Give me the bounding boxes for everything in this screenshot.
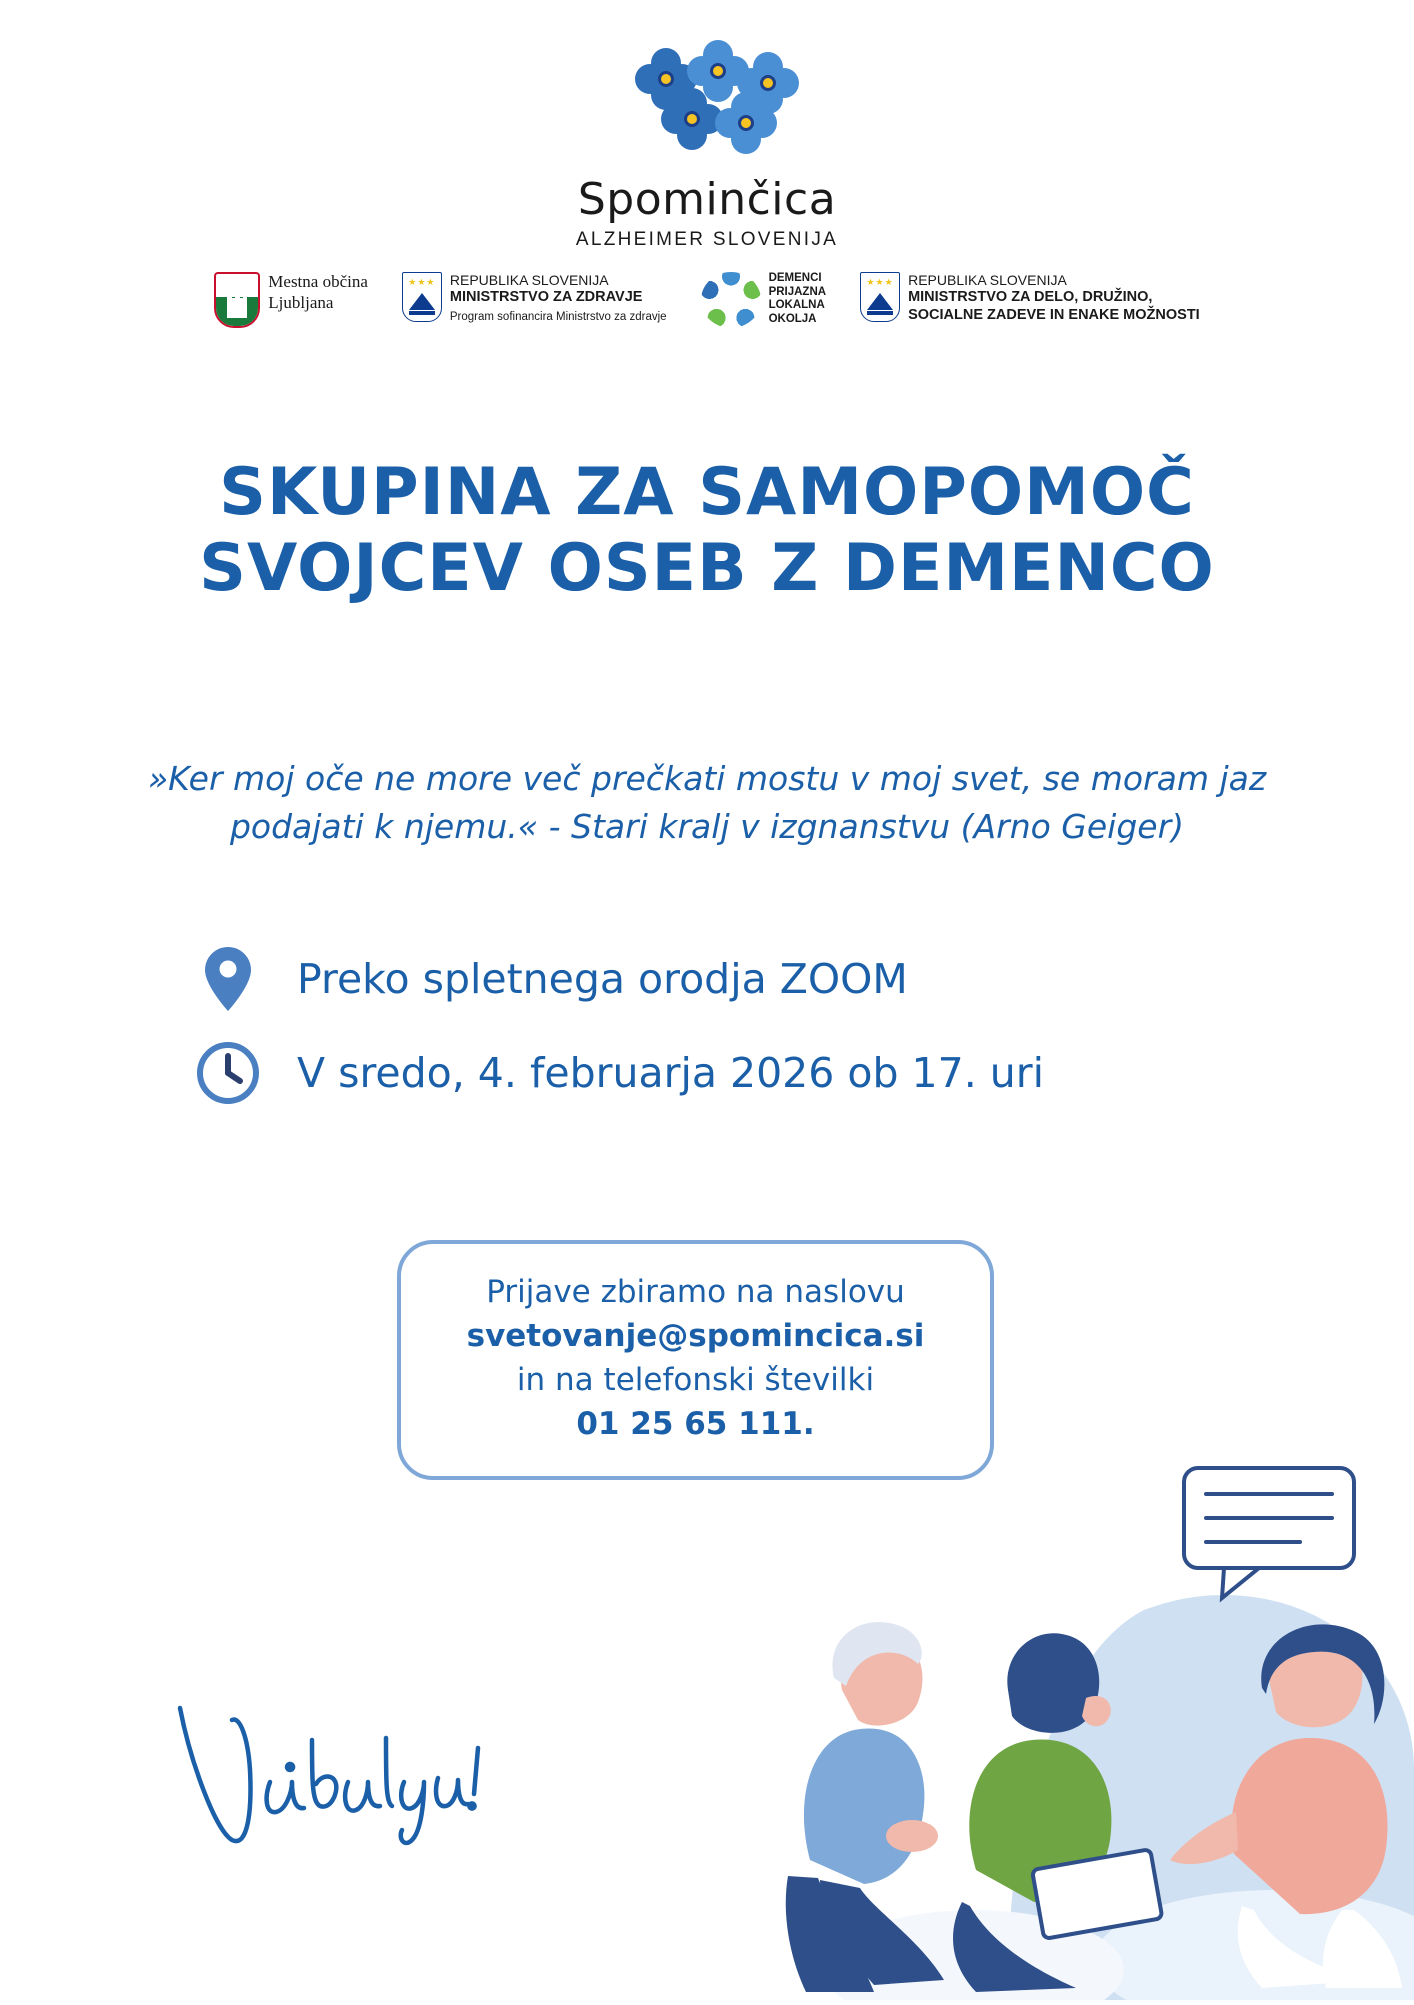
slovenia-coat-of-arms-icon: ★★★ [402, 272, 442, 322]
sponsor-ministry-labour [860, 272, 1200, 324]
contact-phone[interactable]: 01 25 65 111. [576, 1406, 815, 1443]
title-line-1: SKUPINA ZA SAMOPOMOČ [219, 455, 1195, 530]
sponsor-dementia-friendly [701, 272, 827, 328]
detail-row-time [195, 1041, 1245, 1105]
detail-text-time: V sredo, 4. februarja 2026 ob 17. uri [297, 1049, 1044, 1097]
sponsor-line-2: MINISTRSTVO ZA ZDRAVJE [449, 289, 643, 306]
sponsor-logo-row [0, 272, 1414, 328]
contact-line-1: Prijave zbiramo na naslovu [486, 1274, 905, 1310]
detail-text-location: Preko spletnega orodja ZOOM [297, 955, 908, 1003]
ljubljana-coat-of-arms-icon [214, 272, 260, 328]
page-title [0, 455, 1414, 607]
quote-text: »Ker moj oče ne more več prečkati mostu v moj svet, se moram jaz podajati k njemu.« - Stari kralj v izgnanstvu (Arno Geiger) [147, 759, 1267, 846]
detail-row-location [195, 945, 1245, 1013]
sponsor-line-4: OKOLJA [768, 312, 817, 325]
dementia-friendly-circle-icon [701, 272, 761, 328]
contact-line-2: in na telefonski številki [516, 1362, 875, 1399]
sponsor-line-2: PRIJAZNA [768, 285, 827, 298]
sponsor-line-1: Mestna občina [268, 272, 368, 291]
event-details [195, 945, 1245, 1133]
title-line-2: SVOJCEV OSEB Z DEMENCO [199, 531, 1215, 607]
location-pin-icon [195, 945, 261, 1013]
sponsor-line-1: DEMENCI [768, 272, 822, 284]
three-people-talking-illustration [714, 1440, 1414, 2000]
handwritten-vabljeni-icon [170, 1690, 490, 1860]
sponsor-ministry-health [402, 272, 667, 324]
sponsor-line-3: LOKALNA [768, 299, 825, 312]
sponsor-line-1: REPUBLIKA SLOVENIJA [908, 272, 1067, 288]
clock-icon [195, 1041, 261, 1105]
sponsor-ljubljana [214, 272, 368, 328]
contact-email[interactable]: svetovanje@spomincica.si [466, 1318, 925, 1355]
brand-name: Spominčica [577, 174, 837, 225]
slovenia-coat-of-arms-icon: ★★★ [860, 272, 900, 322]
organization-logo [0, 40, 1414, 251]
sponsor-line-2: MINISTRSTVO ZA DELO, DRUŽINO, [908, 289, 1153, 306]
sponsor-line-1: REPUBLIKA SLOVENIJA [449, 272, 609, 288]
sponsor-note: Program sofinancira Ministrstvo za zdravje [449, 310, 667, 323]
sponsor-line-2: Ljubljana [268, 292, 334, 312]
sponsor-line-3: SOCIALNE ZADEVE IN ENAKE MOŽNOSTI [908, 306, 1200, 323]
brand-subtitle: ALZHEIMER SLOVENIJA [575, 229, 839, 250]
forget-me-not-flowers-icon [587, 40, 827, 170]
